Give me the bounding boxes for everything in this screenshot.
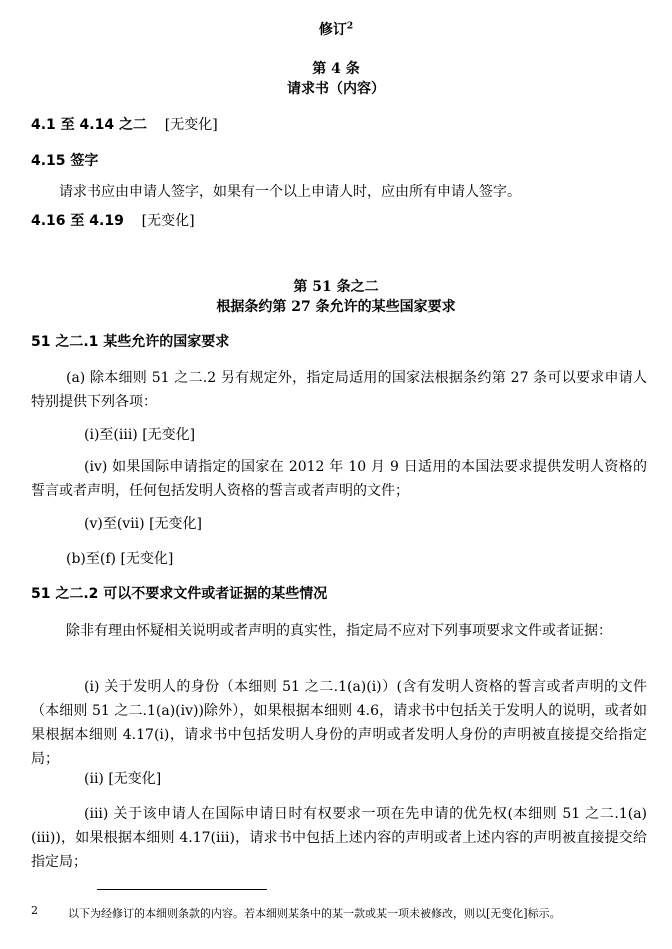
rule-4-16-to-4-19 <box>31 213 195 229</box>
rule-4-1-to-4-14 <box>31 117 218 133</box>
rule-51-1-a: (a) 除本细则 51 之二.2 另有规定外，指定局适用的国家法根据条约第 27 条可以要求申请人特别提供下列各项： <box>31 370 647 410</box>
rule-51-2-heading: 51 之二.2 可以不要求文件或者证据的某些情况 <box>31 586 328 602</box>
rule-4-15-text: 请求书应由申请人签字，如果有一个以上申请人时，应由所有申请人签字。 <box>59 184 521 200</box>
rule-status: [无变化] <box>164 117 218 133</box>
rule-51-1-a-i-iii: (i)至(iii) [无变化] <box>84 427 196 443</box>
rule-51-1-heading: 51 之二.1 某些允许的国家要求 <box>31 334 230 350</box>
article-51-number: 第 51 条之二 <box>293 279 379 295</box>
rule-status: [无变化] <box>141 213 195 229</box>
rule-51-2-ii: (ii) [无变化] <box>84 771 162 787</box>
title-text: 修订 <box>318 22 347 38</box>
footnote-mark: 2 <box>31 904 38 917</box>
rule-number: 4.16 至 4.19 <box>31 213 124 229</box>
footnote-separator <box>97 889 267 890</box>
rule-51-1-a-iv: (iv) 如果国际申请指定的国家在 2012 年 10 月 9 日适用的本国法要求提供发明人资格的誓言或者声明，任何包括发明人资格的誓言或者声明的文件； <box>31 459 647 499</box>
article-4-title: 请求书（内容） <box>287 81 385 97</box>
rule-51-2-i: (i) 关于发明人的身份（本细则 51 之二.1(a)(i)）(含有发明人资格的誓言或者声明的文件（本细则 51 之二.1(a)(iv))除外），如果根据本细则 4.6，请求书中包括关于发明人的说明，或者如果根据本细则 4.17(i)，请求书中包括发明人身份的声明或者发明人身份的声明被直接提交给指定局； <box>31 679 647 767</box>
article-4-number: 第 4 条 <box>312 61 360 77</box>
page-title <box>0 22 672 38</box>
rule-51-2-intro: 除非有理由怀疑相关说明或者声明的真实性，指定局不应对下列事项要求文件或者证据： <box>66 623 612 639</box>
title-footnote-mark: 2 <box>346 21 354 32</box>
rule-51-1-a-v-vii: (v)至(vii) [无变化] <box>84 516 202 532</box>
article-51-title: 根据条约第 27 条允许的某些国家要求 <box>216 299 456 315</box>
rule-number: 4.1 至 4.14 之二 <box>31 117 147 133</box>
rule-4-15-heading: 4.15 签字 <box>31 153 99 169</box>
footnote-text: 以下为经修订的本细则条款的内容。若本细则某条中的某一款或某一项未被修改，则以[无变化]标示。 <box>68 907 561 920</box>
rule-51-1-b-f: (b)至(f) [无变化] <box>66 551 174 567</box>
rule-51-2-iii: (iii) 关于该申请人在国际申请日时有权要求一项在先申请的优先权(本细则 51 之二.1(a)(iii))，如果根据本细则 4.17(iii)，请求书中包括上述内容的声明或者上述内容的声明被直接提交给指定局； <box>31 806 647 870</box>
